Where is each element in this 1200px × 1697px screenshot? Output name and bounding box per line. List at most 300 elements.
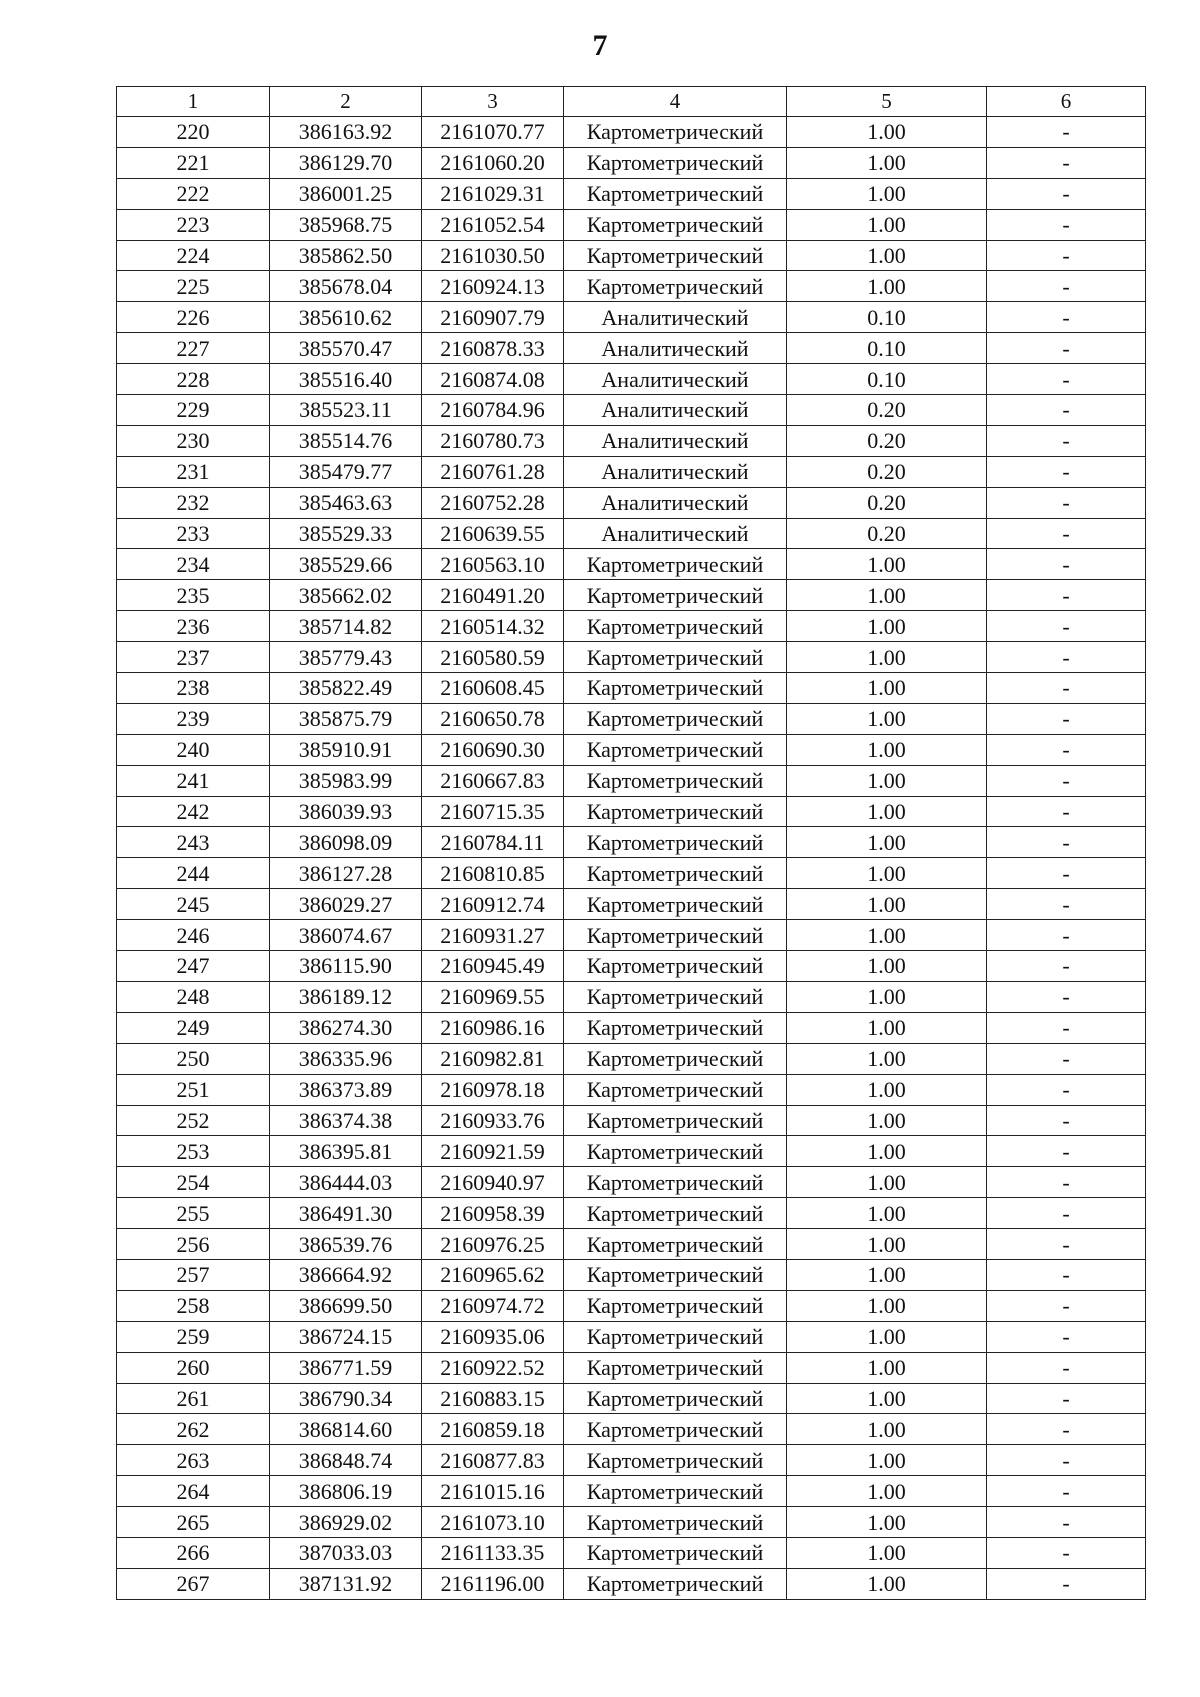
method-cell: Картометрический [564, 1568, 787, 1599]
table-row [117, 765, 1146, 796]
accuracy-cell: 1.00 [787, 1321, 987, 1352]
note-cell: - [987, 765, 1146, 796]
x-coordinate-cell: 385570.47 [270, 333, 422, 364]
y-coordinate-cell: 2160608.45 [422, 673, 564, 704]
table-row [117, 1568, 1146, 1599]
table-row [117, 549, 1146, 580]
note-cell: - [987, 858, 1146, 889]
y-coordinate-cell: 2160921.59 [422, 1136, 564, 1167]
y-coordinate-cell: 2160810.85 [422, 858, 564, 889]
table-row [117, 178, 1146, 209]
x-coordinate-cell: 386699.50 [270, 1290, 422, 1321]
table-row [117, 1259, 1146, 1290]
y-coordinate-cell: 2160935.06 [422, 1321, 564, 1352]
accuracy-cell: 1.00 [787, 271, 987, 302]
accuracy-cell: 1.00 [787, 147, 987, 178]
x-coordinate-cell: 386335.96 [270, 1043, 422, 1074]
table-row [117, 1321, 1146, 1352]
method-cell: Картометрический [564, 271, 787, 302]
x-coordinate-cell: 386374.38 [270, 1105, 422, 1136]
method-cell: Картометрический [564, 1414, 787, 1445]
x-coordinate-cell: 385779.43 [270, 642, 422, 673]
x-coordinate-cell: 385463.63 [270, 487, 422, 518]
point-number-cell: 228 [117, 364, 270, 395]
x-coordinate-cell: 386664.92 [270, 1259, 422, 1290]
table-row [117, 796, 1146, 827]
accuracy-cell: 1.00 [787, 1383, 987, 1414]
table-row [117, 1537, 1146, 1568]
accuracy-cell: 1.00 [787, 951, 987, 982]
table-row [117, 858, 1146, 889]
x-coordinate-cell: 386074.67 [270, 920, 422, 951]
table-row [117, 1445, 1146, 1476]
method-cell: Картометрический [564, 1476, 787, 1507]
point-number-cell: 248 [117, 981, 270, 1012]
method-cell: Картометрический [564, 1507, 787, 1538]
method-cell: Картометрический [564, 1259, 787, 1290]
point-number-cell: 265 [117, 1507, 270, 1538]
y-coordinate-cell: 2160978.18 [422, 1074, 564, 1105]
y-coordinate-cell: 2160940.97 [422, 1167, 564, 1198]
method-cell: Картометрический [564, 951, 787, 982]
point-number-cell: 224 [117, 240, 270, 271]
method-cell: Картометрический [564, 1537, 787, 1568]
table-row [117, 302, 1146, 333]
y-coordinate-cell: 2160933.76 [422, 1105, 564, 1136]
table-row [117, 1352, 1146, 1383]
x-coordinate-cell: 386848.74 [270, 1445, 422, 1476]
y-coordinate-cell: 2160715.35 [422, 796, 564, 827]
note-cell: - [987, 703, 1146, 734]
accuracy-cell: 1.00 [787, 1476, 987, 1507]
accuracy-cell: 1.00 [787, 611, 987, 642]
x-coordinate-cell: 386806.19 [270, 1476, 422, 1507]
method-cell: Картометрический [564, 673, 787, 704]
point-number-cell: 239 [117, 703, 270, 734]
x-coordinate-cell: 386814.60 [270, 1414, 422, 1445]
method-cell: Аналитический [564, 333, 787, 364]
x-coordinate-cell: 385678.04 [270, 271, 422, 302]
accuracy-cell: 1.00 [787, 1043, 987, 1074]
x-coordinate-cell: 385875.79 [270, 703, 422, 734]
point-number-cell: 263 [117, 1445, 270, 1476]
method-cell: Картометрический [564, 1290, 787, 1321]
y-coordinate-cell: 2161133.35 [422, 1537, 564, 1568]
table-row [117, 1105, 1146, 1136]
accuracy-cell: 1.00 [787, 1105, 987, 1136]
note-cell: - [987, 209, 1146, 240]
note-cell: - [987, 827, 1146, 858]
table-row [117, 827, 1146, 858]
point-number-cell: 246 [117, 920, 270, 951]
point-number-cell: 236 [117, 611, 270, 642]
accuracy-cell: 0.20 [787, 395, 987, 426]
accuracy-cell: 1.00 [787, 1259, 987, 1290]
note-cell: - [987, 395, 1146, 426]
table-row [117, 456, 1146, 487]
method-cell: Аналитический [564, 364, 787, 395]
point-number-cell: 229 [117, 395, 270, 426]
method-cell: Картометрический [564, 1043, 787, 1074]
x-coordinate-cell: 385910.91 [270, 734, 422, 765]
point-number-cell: 264 [117, 1476, 270, 1507]
point-number-cell: 222 [117, 178, 270, 209]
x-coordinate-cell: 386115.90 [270, 951, 422, 982]
x-coordinate-cell: 385523.11 [270, 395, 422, 426]
y-coordinate-cell: 2160986.16 [422, 1012, 564, 1043]
table-row [117, 425, 1146, 456]
x-coordinate-cell: 385610.62 [270, 302, 422, 333]
y-coordinate-cell: 2160780.73 [422, 425, 564, 456]
y-coordinate-cell: 2160912.74 [422, 889, 564, 920]
point-number-cell: 235 [117, 580, 270, 611]
point-number-cell: 261 [117, 1383, 270, 1414]
point-number-cell: 243 [117, 827, 270, 858]
note-cell: - [987, 1414, 1146, 1445]
method-cell: Картометрический [564, 827, 787, 858]
table-row [117, 889, 1146, 920]
table-row [117, 951, 1146, 982]
method-cell: Картометрический [564, 765, 787, 796]
method-cell: Картометрический [564, 1136, 787, 1167]
note-cell: - [987, 1012, 1146, 1043]
table-row [117, 734, 1146, 765]
y-coordinate-cell: 2160883.15 [422, 1383, 564, 1414]
point-number-cell: 220 [117, 117, 270, 148]
y-coordinate-cell: 2160974.72 [422, 1290, 564, 1321]
point-number-cell: 253 [117, 1136, 270, 1167]
accuracy-cell: 1.00 [787, 889, 987, 920]
table-row [117, 1229, 1146, 1260]
y-coordinate-cell: 2160650.78 [422, 703, 564, 734]
x-coordinate-cell: 385514.76 [270, 425, 422, 456]
point-number-cell: 266 [117, 1537, 270, 1568]
method-cell: Картометрический [564, 703, 787, 734]
x-coordinate-cell: 386444.03 [270, 1167, 422, 1198]
method-cell: Картометрический [564, 734, 787, 765]
note-cell: - [987, 147, 1146, 178]
table-row [117, 209, 1146, 240]
accuracy-cell: 1.00 [787, 1445, 987, 1476]
y-coordinate-cell: 2161073.10 [422, 1507, 564, 1538]
point-number-cell: 225 [117, 271, 270, 302]
accuracy-cell: 1.00 [787, 1229, 987, 1260]
method-cell: Аналитический [564, 425, 787, 456]
accuracy-cell: 1.00 [787, 1507, 987, 1538]
accuracy-cell: 0.20 [787, 487, 987, 518]
accuracy-cell: 1.00 [787, 1537, 987, 1568]
method-cell: Картометрический [564, 549, 787, 580]
method-cell: Картометрический [564, 1383, 787, 1414]
x-coordinate-cell: 386790.34 [270, 1383, 422, 1414]
x-coordinate-cell: 386029.27 [270, 889, 422, 920]
note-cell: - [987, 1136, 1146, 1167]
note-cell: - [987, 1321, 1146, 1352]
x-coordinate-cell: 386098.09 [270, 827, 422, 858]
y-coordinate-cell: 2160491.20 [422, 580, 564, 611]
note-cell: - [987, 1383, 1146, 1414]
method-cell: Картометрический [564, 580, 787, 611]
accuracy-cell: 1.00 [787, 827, 987, 858]
note-cell: - [987, 1476, 1146, 1507]
point-number-cell: 256 [117, 1229, 270, 1260]
note-cell: - [987, 673, 1146, 704]
x-coordinate-cell: 385822.49 [270, 673, 422, 704]
table-row [117, 1198, 1146, 1229]
point-number-cell: 252 [117, 1105, 270, 1136]
point-number-cell: 232 [117, 487, 270, 518]
y-coordinate-cell: 2161029.31 [422, 178, 564, 209]
x-coordinate-cell: 386163.92 [270, 117, 422, 148]
y-coordinate-cell: 2161015.16 [422, 1476, 564, 1507]
y-coordinate-cell: 2160580.59 [422, 642, 564, 673]
table-row [117, 364, 1146, 395]
method-cell: Картометрический [564, 1229, 787, 1260]
y-coordinate-cell: 2160931.27 [422, 920, 564, 951]
note-cell: - [987, 1507, 1146, 1538]
note-cell: - [987, 889, 1146, 920]
y-coordinate-cell: 2160878.33 [422, 333, 564, 364]
accuracy-cell: 1.00 [787, 1352, 987, 1383]
column-header-5: 5 [787, 87, 987, 117]
point-number-cell: 267 [117, 1568, 270, 1599]
note-cell: - [987, 1229, 1146, 1260]
point-number-cell: 244 [117, 858, 270, 889]
x-coordinate-cell: 386373.89 [270, 1074, 422, 1105]
accuracy-cell: 1.00 [787, 858, 987, 889]
accuracy-cell: 1.00 [787, 1198, 987, 1229]
y-coordinate-cell: 2160752.28 [422, 487, 564, 518]
method-cell: Картометрический [564, 178, 787, 209]
accuracy-cell: 1.00 [787, 981, 987, 1012]
method-cell: Картометрический [564, 1012, 787, 1043]
x-coordinate-cell: 385714.82 [270, 611, 422, 642]
note-cell: - [987, 951, 1146, 982]
method-cell: Картометрический [564, 240, 787, 271]
note-cell: - [987, 642, 1146, 673]
table-body [117, 117, 1146, 1600]
table-row [117, 981, 1146, 1012]
x-coordinate-cell: 386274.30 [270, 1012, 422, 1043]
method-cell: Картометрический [564, 796, 787, 827]
note-cell: - [987, 549, 1146, 580]
method-cell: Картометрический [564, 1352, 787, 1383]
note-cell: - [987, 796, 1146, 827]
table-row [117, 580, 1146, 611]
y-coordinate-cell: 2160982.81 [422, 1043, 564, 1074]
method-cell: Аналитический [564, 302, 787, 333]
point-number-cell: 241 [117, 765, 270, 796]
y-coordinate-cell: 2160639.55 [422, 518, 564, 549]
y-coordinate-cell: 2160563.10 [422, 549, 564, 580]
y-coordinate-cell: 2160965.62 [422, 1259, 564, 1290]
accuracy-cell: 1.00 [787, 1167, 987, 1198]
method-cell: Картометрический [564, 1105, 787, 1136]
point-number-cell: 262 [117, 1414, 270, 1445]
x-coordinate-cell: 385662.02 [270, 580, 422, 611]
y-coordinate-cell: 2160784.96 [422, 395, 564, 426]
note-cell: - [987, 1352, 1146, 1383]
y-coordinate-cell: 2161060.20 [422, 147, 564, 178]
x-coordinate-cell: 386771.59 [270, 1352, 422, 1383]
x-coordinate-cell: 386127.28 [270, 858, 422, 889]
x-coordinate-cell: 387131.92 [270, 1568, 422, 1599]
point-number-cell: 250 [117, 1043, 270, 1074]
accuracy-cell: 1.00 [787, 240, 987, 271]
y-coordinate-cell: 2161070.77 [422, 117, 564, 148]
note-cell: - [987, 920, 1146, 951]
table-header [117, 87, 1146, 117]
accuracy-cell: 1.00 [787, 1012, 987, 1043]
y-coordinate-cell: 2160859.18 [422, 1414, 564, 1445]
point-number-cell: 255 [117, 1198, 270, 1229]
accuracy-cell: 1.00 [787, 765, 987, 796]
y-coordinate-cell: 2160877.83 [422, 1445, 564, 1476]
table-row [117, 920, 1146, 951]
y-coordinate-cell: 2160667.83 [422, 765, 564, 796]
method-cell: Картометрический [564, 920, 787, 951]
column-header-1: 1 [117, 87, 270, 117]
y-coordinate-cell: 2160907.79 [422, 302, 564, 333]
method-cell: Аналитический [564, 395, 787, 426]
note-cell: - [987, 117, 1146, 148]
table-row [117, 1136, 1146, 1167]
page-number: 7 [592, 29, 608, 62]
note-cell: - [987, 425, 1146, 456]
accuracy-cell: 1.00 [787, 1568, 987, 1599]
accuracy-cell: 1.00 [787, 1414, 987, 1445]
table-row [117, 703, 1146, 734]
accuracy-cell: 0.10 [787, 302, 987, 333]
table-row [117, 240, 1146, 271]
point-number-cell: 245 [117, 889, 270, 920]
y-coordinate-cell: 2160958.39 [422, 1198, 564, 1229]
method-cell: Картометрический [564, 858, 787, 889]
method-cell: Картометрический [564, 981, 787, 1012]
accuracy-cell: 0.10 [787, 333, 987, 364]
method-cell: Картометрический [564, 889, 787, 920]
table-row [117, 117, 1146, 148]
accuracy-cell: 1.00 [787, 734, 987, 765]
method-cell: Картометрический [564, 1445, 787, 1476]
x-coordinate-cell: 386039.93 [270, 796, 422, 827]
y-coordinate-cell: 2161052.54 [422, 209, 564, 240]
table-row [117, 333, 1146, 364]
point-number-cell: 247 [117, 951, 270, 982]
note-cell: - [987, 1445, 1146, 1476]
y-coordinate-cell: 2160784.11 [422, 827, 564, 858]
method-cell: Картометрический [564, 642, 787, 673]
column-header-4: 4 [564, 87, 787, 117]
note-cell: - [987, 271, 1146, 302]
table-row [117, 611, 1146, 642]
point-number-cell: 259 [117, 1321, 270, 1352]
accuracy-cell: 1.00 [787, 642, 987, 673]
table-row [117, 271, 1146, 302]
table-row [117, 1414, 1146, 1445]
y-coordinate-cell: 2160922.52 [422, 1352, 564, 1383]
note-cell: - [987, 456, 1146, 487]
point-number-cell: 251 [117, 1074, 270, 1105]
note-cell: - [987, 240, 1146, 271]
table-row [117, 1012, 1146, 1043]
method-cell: Картометрический [564, 117, 787, 148]
table-row [117, 518, 1146, 549]
accuracy-cell: 1.00 [787, 796, 987, 827]
note-cell: - [987, 580, 1146, 611]
point-number-cell: 258 [117, 1290, 270, 1321]
method-cell: Картометрический [564, 1167, 787, 1198]
note-cell: - [987, 981, 1146, 1012]
note-cell: - [987, 178, 1146, 209]
method-cell: Аналитический [564, 487, 787, 518]
note-cell: - [987, 364, 1146, 395]
accuracy-cell: 0.20 [787, 425, 987, 456]
x-coordinate-cell: 385983.99 [270, 765, 422, 796]
column-header-6: 6 [987, 87, 1146, 117]
note-cell: - [987, 1198, 1146, 1229]
x-coordinate-cell: 386001.25 [270, 178, 422, 209]
table-row [117, 1074, 1146, 1105]
point-number-cell: 233 [117, 518, 270, 549]
x-coordinate-cell: 386929.02 [270, 1507, 422, 1538]
x-coordinate-cell: 386129.70 [270, 147, 422, 178]
table-row [117, 1043, 1146, 1074]
note-cell: - [987, 611, 1146, 642]
point-number-cell: 260 [117, 1352, 270, 1383]
point-number-cell: 238 [117, 673, 270, 704]
x-coordinate-cell: 385862.50 [270, 240, 422, 271]
method-cell: Картометрический [564, 611, 787, 642]
table-row [117, 487, 1146, 518]
table-row [117, 1383, 1146, 1414]
x-coordinate-cell: 386539.76 [270, 1229, 422, 1260]
accuracy-cell: 1.00 [787, 1136, 987, 1167]
point-number-cell: 223 [117, 209, 270, 240]
point-number-cell: 254 [117, 1167, 270, 1198]
accuracy-cell: 1.00 [787, 178, 987, 209]
note-cell: - [987, 1568, 1146, 1599]
note-cell: - [987, 1290, 1146, 1321]
accuracy-cell: 1.00 [787, 673, 987, 704]
x-coordinate-cell: 386724.15 [270, 1321, 422, 1352]
method-cell: Картометрический [564, 1074, 787, 1105]
accuracy-cell: 1.00 [787, 920, 987, 951]
x-coordinate-cell: 386491.30 [270, 1198, 422, 1229]
x-coordinate-cell: 385529.33 [270, 518, 422, 549]
y-coordinate-cell: 2161030.50 [422, 240, 564, 271]
x-coordinate-cell: 385529.66 [270, 549, 422, 580]
method-cell: Картометрический [564, 1198, 787, 1229]
point-number-cell: 227 [117, 333, 270, 364]
column-header-3: 3 [422, 87, 564, 117]
accuracy-cell: 0.20 [787, 518, 987, 549]
accuracy-cell: 0.20 [787, 456, 987, 487]
table-row [117, 147, 1146, 178]
table-row [117, 395, 1146, 426]
accuracy-cell: 1.00 [787, 1074, 987, 1105]
point-number-cell: 249 [117, 1012, 270, 1043]
point-number-cell: 257 [117, 1259, 270, 1290]
point-number-cell: 237 [117, 642, 270, 673]
point-number-cell: 242 [117, 796, 270, 827]
note-cell: - [987, 1537, 1146, 1568]
note-cell: - [987, 333, 1146, 364]
y-coordinate-cell: 2160969.55 [422, 981, 564, 1012]
point-number-cell: 230 [117, 425, 270, 456]
header-row [117, 87, 1146, 117]
note-cell: - [987, 302, 1146, 333]
